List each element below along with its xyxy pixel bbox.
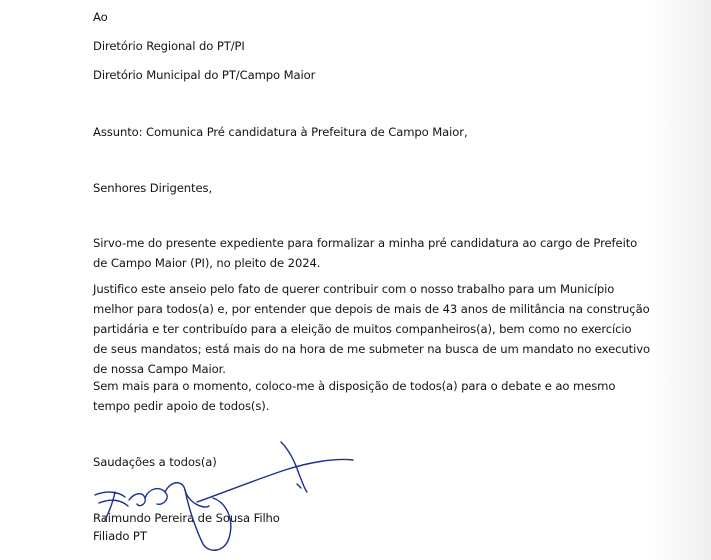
recipient-regional: Diretório Regional do PT/PI <box>93 39 245 53</box>
recipient-municipal: Diretório Municipal do PT/Campo Maior <box>93 68 316 82</box>
paragraph-line: de seus mandatos; está mais do na hora de me submeter na busca de um mandato no executivo <box>93 342 650 356</box>
page-edge-shadow <box>651 0 711 560</box>
paragraph-3 <box>93 376 633 416</box>
paragraph-line: tempo pedir apoio de todos(s). <box>93 399 270 413</box>
paragraph-2 <box>93 279 650 379</box>
paragraph-line: de Campo Maior (PI), no pleito de 2024. <box>93 256 321 270</box>
paragraph-line: Sirvo-me do presente expediente para formalizar a minha pré candidatura ao cargo de Prefeito <box>93 236 638 250</box>
paragraph-line: Sem mais para o momento, coloco-me à disposição de todos(a) para o debate e ao mesmo <box>93 379 616 393</box>
paragraph-line: Justifico este anseio pelo fato de querer contribuir com o nosso trabalho para um Município <box>93 282 615 296</box>
paragraph-line: partidária e ter contribuído para a eleição de muitos companheiros(a), bem como no exercício <box>93 322 632 336</box>
signer-role: Filiado PT <box>93 529 147 543</box>
addressee-prefix: Ao <box>93 10 108 24</box>
paragraph-1 <box>93 233 638 273</box>
paragraph-line: melhor para todos(a) e, por entender que depois de mais de 43 anos de militância na construção <box>93 302 650 316</box>
greeting: Senhores Dirigentes, <box>93 181 213 195</box>
paragraph-line: de nossa Campo Maior. <box>93 362 226 376</box>
signer-name: Raimundo Pereira de Sousa Filho <box>93 511 280 525</box>
subject-line: Assunto: Comunica Pré candidatura à Prefeitura de Campo Maior, <box>93 125 468 139</box>
closing-salutation: Saudações a todos(a) <box>93 455 217 469</box>
